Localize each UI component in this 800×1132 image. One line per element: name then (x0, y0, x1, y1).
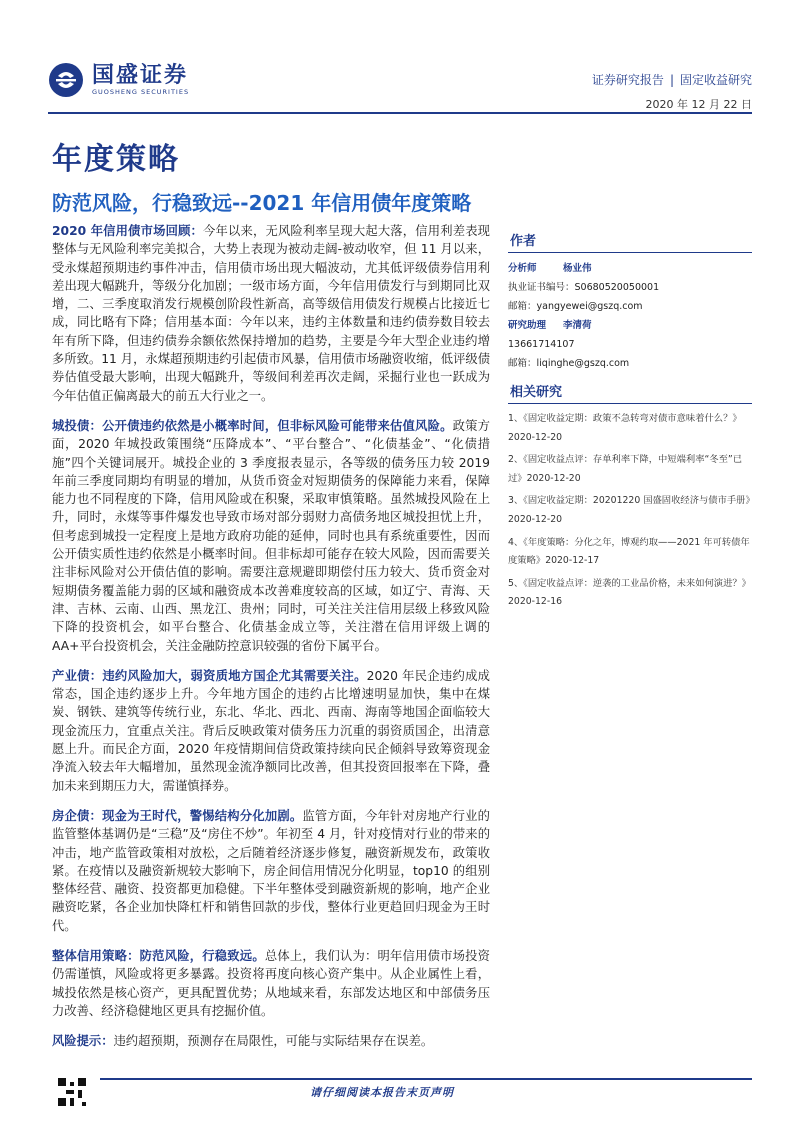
assistant-label: 研究助理 (508, 320, 547, 331)
header-divider (48, 112, 752, 114)
section-body: 总体上，我们认为：明年信用债市场投资仍需谨慎，风险或将更多暴露。投资将再度向核心资产集中。从企业属性上看，城投依然是核心资产，更具配置优势；从地域来看，东部发达地区和中部债务压力改善、经济稳健地区更具有挖掘价值。 (52, 948, 490, 1018)
assistant-phone: 13661714107 (508, 339, 575, 350)
section-body: 政策方面，2020 年城投政策围绕“压降成本”、“平台整合”、“化债基金”、“化债措施”四个关键词展开。城投企业的 3 季度报表显示，各等级的债务压力较 2019 年前三季度同期均有明显的增加，从货币资金对短期债务的保障能力来看，保障能力也不同程度的下降，信用风险或在积聚，采取审慎策略。虽然城投风险在上升，同时，永煤等事件爆发也导致市场对部分弱财力高债务地区城投担忧上升，但考虑到城投一定程度上是地方政府功能的延伸，同时也具有系统重要性，因而公开债实质性违约依然是小概率时间。但非标却可能存在较大风险，因而需要关注非标风险对公开债估值的影响。需要注意规避即期偿付压力较大、货币资金对短期债务覆盖能力弱的区域和融资成本改善难度较高的区域，如辽宁、青海、天津、吉林、云南、山西、黑龙江、贵州；同时，可关注关注信用层级上移致风险下降的投资机会，如平台整合、化债基金成立等，关注潜在信用评级上调的 AA+平台投资机会，关注金融防控意识较强的省份下属平台。 (52, 418, 490, 653)
section-lead: 房企债：现金为王时代，警惕结构分化加剧。 (52, 808, 303, 823)
analyst-email-line (508, 297, 752, 316)
related-item[interactable]: 3、《固定收益定期：20201220 国盛固收经济与债市手册》2020-12-20 (508, 495, 751, 525)
section-body: 监管方面，今年针对房地产行业的监管整体基调仍是“三稳”及“房住不炒”。年初至 4 月，针对疫情对行业的带来的冲击，地产监管政策相对放松，之后随着经济逐步修复，融资新规发布，政策收紧。在疫情以及融资新规较大影响下，房企间信用情况分化明显，top10 的组别整体经营、融资、投资都更加稳健。下半年整体受到融资新规的影响，地产企业融资吃紧，各企业加快降杠杆和销售回款的步伐，整体行业更趋回归现金为王时代。 (52, 808, 490, 933)
assistant-name: 李清荷 (563, 320, 592, 331)
page-title: 年度策略 (52, 142, 180, 177)
section-lead: 整体信用策略：防范风险，行稳致远。 (52, 948, 265, 963)
section-market-review (52, 222, 490, 405)
footer-disclaimer: 请仔细阅读本报告末页声明 (310, 1086, 454, 1099)
assistant-email-line (508, 354, 752, 373)
related-item[interactable]: 5、《固定收益点评：逆袭的工业品价格，未来如何演进？》2020-12-16 (508, 577, 751, 608)
related-heading: 相关研究 (508, 379, 752, 404)
section-lead: 2020 年信用债市场回顾： (52, 224, 204, 238)
license-number: S0680520050001 (574, 282, 660, 293)
section-lead: 城投债：公开债违约依然是小概率时间，但非标风险可能带来估值风险。 (52, 418, 453, 433)
section-body: 今年以来，无风险利率呈现大起大落，信用利差表现整体与无风险利率完美拟合，大势上表现为被动走阔-被动收窄，但 11 月以来，受永煤超预期违约事件冲击，信用债市场出现大幅波动，尤其低评级债券信用利差出现大幅跳升，等级分化加剧；一级市场方面，今年信用债发行与到期同比双增，二、三季度取消发行规模创阶段性新高，高等级信用债发行规模占比接近七成，同比略有下降；信用基本面：今年以来，违约主体数量和违约债券数目较去年有所下降，但违约债券余额依然保持增加的趋势，主要是今年大型企业违约增多所致。11 月，永煤超预期违约引起债市风暴，信用债市场融资收缩，低评级债券估值受最大影响，出现大幅跳升，等级间利差再次走阔，采掘行业也一跃成为今年估值正偏离最大的前五大行业之一。 (52, 224, 490, 403)
main-summary (52, 222, 490, 1062)
email-label: 邮箱： (508, 358, 537, 369)
analyst-label: 分析师 (508, 263, 537, 274)
sidebar (508, 228, 752, 616)
report-subtitle: 防范风险，行稳致远--2021 年信用债年度策略 (52, 191, 472, 215)
analyst-email[interactable]: yangyewei@gszq.com (536, 301, 643, 312)
license-line (508, 278, 752, 297)
email-label: 邮箱： (508, 301, 537, 312)
related-item[interactable]: 1、《固定收益定期：政策不急转弯对债市意味着什么？》2020-12-20 (508, 413, 742, 443)
report-category: 证券研究报告 | 固定收益研究 (591, 73, 752, 87)
section-overall-strategy (52, 947, 490, 1020)
doc-type: 证券研究报告 (591, 73, 664, 87)
section-urban-investment (52, 417, 490, 655)
section-body: 违约超预期，预测存在局限性，可能与实际结果存在误差。 (113, 1034, 434, 1049)
report-date: 2020 年 12 月 22 日 (645, 98, 752, 111)
qr-code-icon (58, 1078, 86, 1106)
section-body: 2020 年民企违约成成常态，国企违约逐步上升。今年地方国企的违约占比增速明显加快，集中在煤炭、钢铁、建筑等传统行业，东北、华北、西北、西南、海南等地国企面临较大现金流压力，宜重点关注。背后反映政策对债务压力沉重的弱资质国企，出清意愿上升。而民企方面，2020 年疫情期间信贷政策持续向民企倾斜导致筹资现金净流入较去年大幅增加，虽然现金流净额同比改善，但其投资回报率在下降，叠加未来到期压力大，需谨慎择券。 (52, 668, 490, 793)
analyst-name: 杨业伟 (563, 263, 592, 274)
assistant-line (508, 316, 752, 335)
company-logo (48, 60, 238, 100)
logo-subtitle: GUOSHENG SECURITIES (92, 87, 190, 96)
section-lead: 产业债：违约风险加大，弱资质地方国企尤其需要关注。 (52, 668, 367, 683)
license-label: 执业证书编号： (508, 282, 575, 293)
logo-mark-icon (48, 62, 84, 98)
related-item[interactable]: 4、《年度策略：分化之年，博观约取——2021 年可转债年度策略》2020-12-17 (508, 536, 750, 567)
research-category: 固定收益研究 (679, 73, 752, 87)
logo-text: 国盛证券 (92, 62, 189, 88)
section-risk-warning (52, 1032, 490, 1050)
footer-divider (100, 1078, 752, 1080)
section-lead: 风险提示： (52, 1034, 114, 1049)
section-real-estate (52, 807, 490, 935)
analyst-line (508, 259, 752, 278)
assistant-email[interactable]: liqinghe@gszq.com (536, 358, 630, 369)
related-item[interactable]: 2、《固定收益点评：存单利率下降，中短端利率“冬至”已过》2020-12-20 (508, 454, 743, 484)
authors-heading: 作者 (508, 228, 752, 253)
section-industrial-bonds (52, 667, 490, 795)
